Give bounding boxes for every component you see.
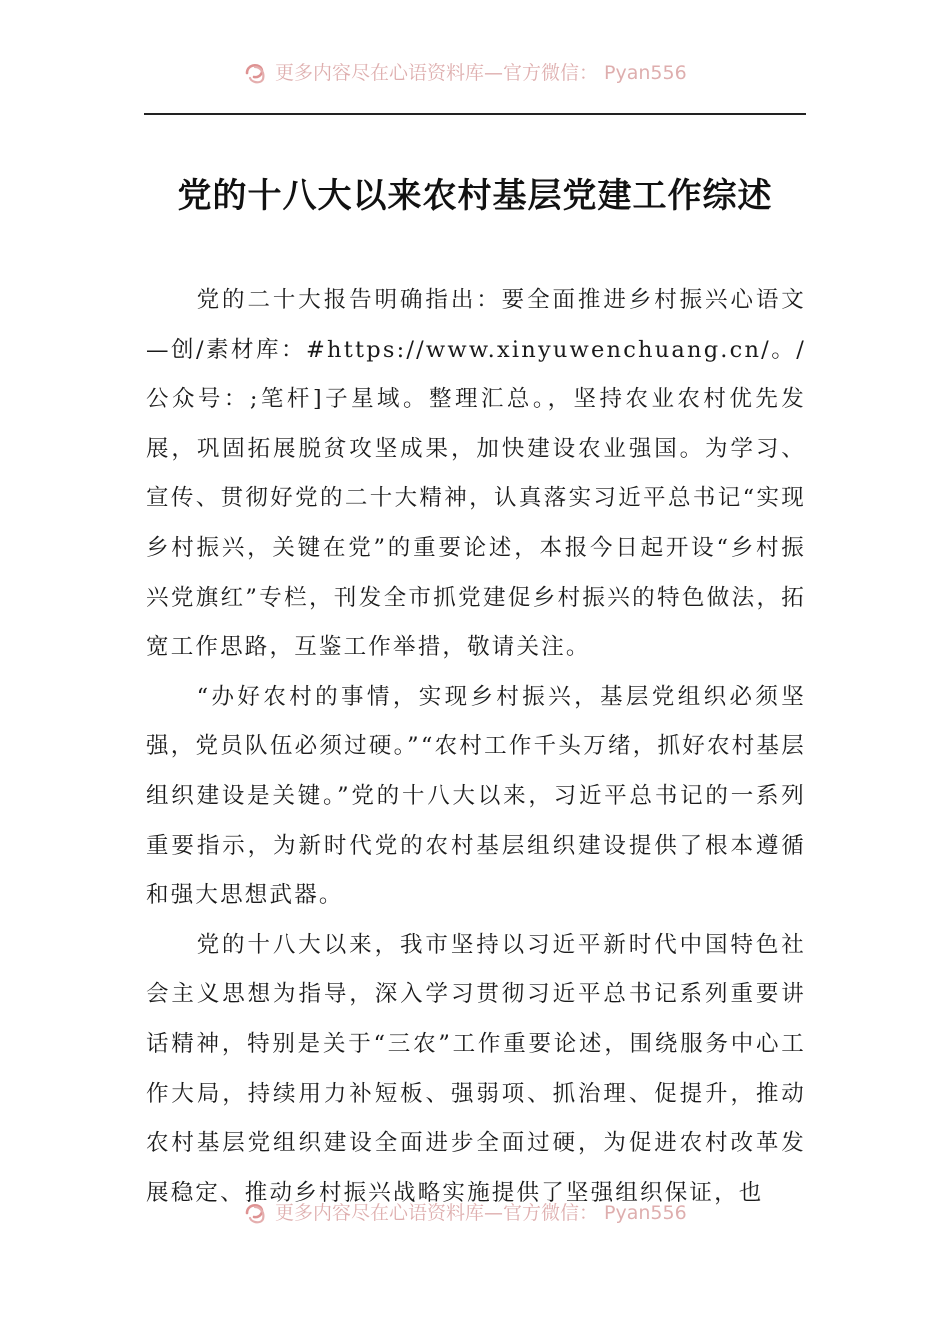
watermark-text: 更多内容尽在心语资料库—官方微信： Pyan556 xyxy=(275,1202,687,1224)
paragraph: 党的十八大以来，我市坚持以习近平新时代中国特色社会主义思想为指导，深入学习贯彻习近平总书记系列重要讲话精神，特别是关于“三农”工作重要论述，围绕服务中心工作大局，持续用力补短板、强弱项、抓治理、促提升，推动农村基层党组织建设全面进步全面过硬，为促进农村改革发展稳定、推动乡村振兴战略实施提供了坚强组织保证，也 xyxy=(146,931,806,1206)
watermark-header xyxy=(0,50,950,90)
watermark-logo-icon xyxy=(243,59,269,85)
document-title: 党的十八大以来农村基层党建工作综述 xyxy=(177,176,773,216)
paragraph: “办好农村的事情，实现乡村振兴，基层党组织必须坚强，党员队伍必须过硬。”“农村工作千头万绪，抓好农村基层组织建设是关键。”党的十八大以来，习近平总书记的一系列重要指示，为新时代党的农村基层组织建设提供了根本遵循和强大思想武器。 xyxy=(146,683,806,909)
document-body xyxy=(146,276,806,1218)
watermark-text: 更多内容尽在心语资料库—官方微信： Pyan556 xyxy=(275,62,687,84)
watermark-footer xyxy=(0,1190,950,1230)
watermark-logo-icon xyxy=(243,1199,269,1225)
paragraph: 党的二十大报告明确指出：要全面推进乡村振兴心语文—创/素材库：#https://www.xinyuwenchuang.cn/。/公众号：;笔杆]子星域。整理汇总。，坚持农业农村优先发展，巩固拓展脱贫攻坚成果，加快建设农业强国。为学习、宣传、贯彻好党的二十大精神，认真落实习近平总书记“实现乡村振兴，关键在党”的重要论述，本报今日起开设“乡村振兴党旗红”专栏，刊发全市抓党建促乡村振兴的特色做法，拓宽工作思路，互鉴工作举措，敬请关注。 xyxy=(146,287,806,661)
header-rule xyxy=(144,113,806,115)
